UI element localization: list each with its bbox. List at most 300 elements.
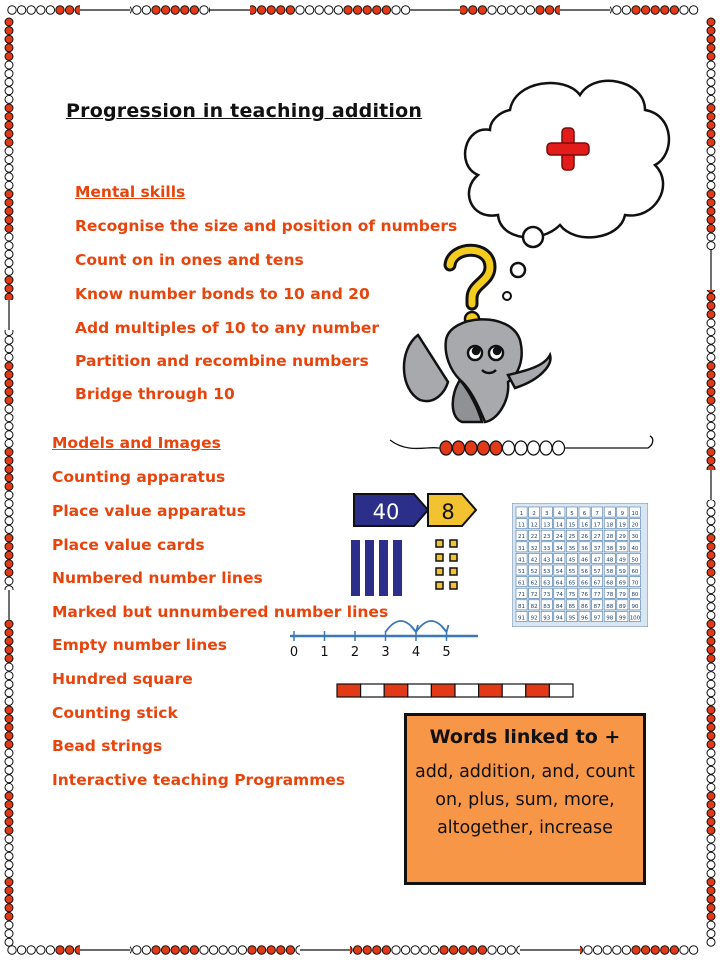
bead (5, 663, 13, 671)
bead (707, 895, 715, 903)
bead (5, 723, 13, 731)
bead (5, 156, 13, 164)
bead (707, 568, 715, 576)
thinking-elephant-illustration (390, 70, 690, 460)
bead (453, 441, 465, 455)
bead (286, 946, 294, 954)
hundred-square-number: 21 (518, 534, 526, 541)
bead (497, 946, 505, 954)
bead (707, 749, 715, 757)
hundred-square-number: 83 (543, 603, 551, 610)
bead (707, 654, 715, 662)
bead (5, 568, 13, 576)
bead (392, 6, 400, 14)
bead (707, 130, 715, 138)
bead (257, 6, 265, 14)
hundred-square-number: 32 (530, 545, 538, 552)
bead (459, 946, 467, 954)
bead (257, 946, 265, 954)
bead (707, 706, 715, 714)
bead (5, 52, 13, 60)
bead (707, 586, 715, 594)
bead (449, 946, 457, 954)
bead (5, 336, 13, 344)
bead (152, 946, 160, 954)
bead (469, 6, 477, 14)
bead (382, 946, 390, 954)
bead (5, 267, 13, 275)
hundred-square-number: 79 (618, 592, 626, 599)
bead (5, 887, 13, 895)
hundred-square-number: 91 (518, 615, 526, 622)
bead (5, 491, 13, 499)
hundred-square-number: 88 (606, 603, 614, 610)
hundred-square-number: 4 (557, 511, 562, 517)
bead (238, 946, 246, 954)
bead (5, 345, 13, 353)
hundred-square-number: 18 (606, 522, 614, 529)
bead (707, 207, 715, 215)
bead (229, 946, 237, 954)
hundred-square-number: 100 (629, 615, 641, 622)
hundred-square-number: 66 (581, 580, 589, 587)
hundred-square-number: 58 (606, 569, 614, 575)
bead (707, 912, 715, 920)
bead (507, 6, 515, 14)
bead (488, 6, 496, 14)
bead (593, 946, 601, 954)
bead (707, 560, 715, 568)
bead (5, 173, 13, 181)
mental-skill-item: Add multiples of 10 to any number (75, 319, 380, 337)
bead (707, 818, 715, 826)
bead (707, 388, 715, 396)
bead (5, 629, 13, 637)
bead (200, 6, 208, 14)
hundred-square-number: 89 (618, 603, 626, 610)
bead (5, 844, 13, 852)
bead (707, 431, 715, 439)
bead (5, 44, 13, 52)
bead (707, 44, 715, 52)
bead (27, 946, 35, 954)
bead (707, 577, 715, 585)
bead (689, 6, 697, 14)
number-line-label: 1 (320, 645, 329, 660)
bead (5, 775, 13, 783)
bead (5, 396, 13, 404)
bead (540, 441, 552, 455)
hundred-square-number: 95 (568, 615, 576, 622)
counting-stick-segment (479, 684, 503, 697)
hundred-square-number: 49 (618, 557, 626, 564)
bead (707, 362, 715, 370)
bead (5, 405, 13, 413)
bead (5, 534, 13, 542)
bead (373, 6, 381, 14)
hundred-square-number: 41 (518, 557, 526, 564)
bead (707, 328, 715, 336)
bead (707, 826, 715, 834)
bead (707, 637, 715, 645)
words-box-body: add, addition, and, count on, plus, sum, more, altogether, increase (415, 762, 635, 838)
bead (707, 740, 715, 748)
bead (65, 946, 73, 954)
hundred-square-number: 27 (593, 534, 601, 541)
bead (5, 70, 13, 78)
bead (661, 6, 669, 14)
hundred-square-number: 77 (593, 592, 601, 599)
counting-stick-segment (361, 684, 385, 697)
models-item: Interactive teaching Programmes (52, 771, 346, 789)
bead (440, 946, 448, 954)
hundred-square-number: 98 (606, 615, 614, 622)
bead (707, 500, 715, 508)
bead (5, 740, 13, 748)
bead (305, 6, 313, 14)
bead (5, 500, 13, 508)
hundred-square-number: 44 (555, 557, 563, 564)
bead (545, 6, 553, 14)
bead (5, 457, 13, 465)
bead (707, 861, 715, 869)
bead (56, 946, 64, 954)
bead (5, 27, 13, 35)
models-item: Place value cards (52, 536, 205, 554)
bead (707, 508, 715, 516)
hundred-square-number: 71 (518, 592, 526, 599)
thought-bubble-dot (511, 263, 525, 277)
bead (707, 319, 715, 327)
bead (707, 525, 715, 533)
bead (707, 70, 715, 78)
hundred-square-number: 34 (555, 545, 563, 552)
bead (5, 181, 13, 189)
bead (528, 441, 540, 455)
hundred-square-number: 47 (593, 557, 601, 564)
hundred-square-number: 6 (582, 511, 587, 517)
bead (707, 835, 715, 843)
mental-skill-item: Count on in ones and tens (75, 251, 304, 269)
bead (526, 6, 534, 14)
hundred-square-number: 76 (581, 592, 589, 599)
bead (613, 946, 621, 954)
hundred-square-number: 93 (543, 615, 551, 622)
bead (5, 637, 13, 645)
hundred-square-number: 90 (631, 603, 639, 610)
bead (707, 869, 715, 877)
hundred-square-number: 86 (581, 603, 589, 610)
hundred-square-number: 64 (555, 580, 563, 587)
bead (315, 6, 323, 14)
bead (5, 560, 13, 568)
bead (465, 441, 477, 455)
hundred-square-number: 23 (543, 534, 551, 541)
hundred-square (512, 503, 648, 627)
hundred-square-number: 11 (518, 522, 526, 529)
bead (584, 946, 592, 954)
bead (707, 18, 715, 26)
bead (5, 353, 13, 361)
bead (219, 946, 227, 954)
bead (5, 809, 13, 817)
bead (707, 242, 715, 250)
bead (5, 930, 13, 938)
hundred-square-number: 84 (555, 603, 563, 610)
bead (17, 6, 25, 14)
hundred-square-number: 59 (618, 569, 626, 575)
bead (707, 620, 715, 628)
bead (181, 6, 189, 14)
hundred-square-number: 85 (568, 603, 576, 610)
bead (707, 121, 715, 129)
mental-skill-item: Bridge through 10 (75, 385, 235, 403)
bead (707, 938, 715, 946)
bead (5, 431, 13, 439)
bead (363, 946, 371, 954)
hundred-square-number: 5 (570, 511, 574, 517)
bead (181, 946, 189, 954)
bead-string-illustration (388, 432, 658, 464)
bead (670, 946, 678, 954)
models-item: Counting apparatus (52, 468, 226, 486)
bead (707, 663, 715, 671)
question-mark-icon (450, 250, 490, 326)
hundred-square-number: 97 (593, 615, 601, 622)
bead (707, 844, 715, 852)
bead (707, 87, 715, 95)
mental-skills-heading: Mental skills (75, 183, 186, 201)
bead (27, 6, 35, 14)
bead (707, 783, 715, 791)
bead (5, 680, 13, 688)
bead (680, 6, 688, 14)
hundred-square-number: 50 (631, 557, 639, 564)
bead (707, 216, 715, 224)
bead (707, 156, 715, 164)
hundred-square-number: 68 (606, 580, 614, 587)
bead (5, 749, 13, 757)
bead (707, 629, 715, 637)
bead (707, 672, 715, 680)
hundred-square-number: 75 (568, 592, 576, 599)
bead (707, 775, 715, 783)
bead (37, 6, 45, 14)
models-item: Marked but unnumbered number lines (52, 603, 389, 621)
bead (689, 946, 697, 954)
hundred-square-number: 14 (555, 522, 563, 529)
bead (142, 946, 150, 954)
bead (478, 6, 486, 14)
hundred-square-number: 37 (593, 545, 601, 552)
page-title: Progression in teaching addition (66, 100, 423, 122)
bead (707, 310, 715, 318)
bead (707, 758, 715, 766)
bead (5, 61, 13, 69)
counting-stick-segment (549, 684, 573, 697)
unit-cubes (436, 540, 457, 589)
number-line-label: 4 (411, 645, 421, 660)
bead (296, 6, 304, 14)
bead (5, 113, 13, 121)
bead (707, 181, 715, 189)
bead (5, 216, 13, 224)
bead (707, 224, 715, 232)
hundred-square-number: 16 (581, 522, 589, 529)
bead (5, 35, 13, 43)
number-line-label: 3 (381, 645, 390, 660)
hundred-square-number: 42 (530, 557, 538, 564)
bead (5, 224, 13, 232)
hundred-square-number: 7 (595, 511, 599, 517)
bead (707, 138, 715, 146)
bead (707, 293, 715, 301)
bead (5, 104, 13, 112)
hundred-square-number: 20 (631, 522, 639, 529)
hundred-square-number: 80 (631, 592, 639, 599)
bead (401, 946, 409, 954)
bead (5, 439, 13, 447)
bead (488, 946, 496, 954)
hundred-square-number: 8 (608, 511, 612, 517)
hundred-square-number: 30 (631, 534, 639, 541)
bead (37, 946, 45, 954)
bead (363, 6, 371, 14)
bead (373, 946, 381, 954)
number-line (284, 612, 484, 664)
bead (8, 946, 16, 954)
hundred-square-number: 70 (631, 580, 639, 587)
bead (5, 130, 13, 138)
bead (707, 801, 715, 809)
bead (641, 946, 649, 954)
bead (707, 78, 715, 86)
models-item: Bead strings (52, 737, 163, 755)
counting-stick (336, 683, 576, 699)
hundred-square-number: 22 (530, 534, 538, 541)
bead (325, 6, 333, 14)
bead (707, 35, 715, 43)
bead (209, 946, 217, 954)
bead (65, 6, 73, 14)
hundred-square-number: 38 (606, 545, 614, 552)
models-item: Counting stick (52, 704, 178, 722)
bead (430, 946, 438, 954)
bead (200, 946, 208, 954)
bead (5, 792, 13, 800)
bead (5, 474, 13, 482)
mental-skill-item: Recognise the size and position of numbers (75, 217, 458, 235)
bead (5, 482, 13, 490)
bead (613, 6, 621, 14)
counting-stick-segment (455, 684, 479, 697)
hundred-square-number: 55 (568, 569, 576, 575)
hundred-square-number: 12 (530, 522, 538, 529)
bead (707, 809, 715, 817)
bead (267, 946, 275, 954)
hundred-square-number: 48 (606, 557, 614, 564)
hundred-square-number: 57 (593, 569, 601, 575)
bead (707, 345, 715, 353)
hundred-square-number: 99 (618, 615, 626, 622)
bead (5, 697, 13, 705)
bead (641, 6, 649, 14)
bead (622, 946, 630, 954)
bead (651, 946, 659, 954)
bead (707, 173, 715, 181)
bead (707, 534, 715, 542)
bead (190, 946, 198, 954)
hundred-square-number: 62 (530, 580, 538, 587)
hundred-square-number: 45 (568, 557, 576, 564)
hundred-square-number: 82 (530, 603, 538, 610)
bead (707, 887, 715, 895)
hundred-square-number: 61 (518, 580, 526, 587)
bead (707, 715, 715, 723)
bead (5, 95, 13, 103)
bead (5, 577, 13, 585)
counting-stick-segment (526, 684, 550, 697)
number-line-label: 5 (442, 645, 451, 660)
bead (344, 6, 352, 14)
bead (497, 6, 505, 14)
bead (707, 302, 715, 310)
bead (5, 818, 13, 826)
number-line-label: 2 (350, 645, 360, 660)
bead (503, 441, 515, 455)
hundred-square-number: 73 (543, 592, 551, 599)
bead (707, 878, 715, 886)
hundred-square-number: 1 (519, 511, 524, 517)
tens-card-label: 40 (372, 500, 400, 524)
bead (152, 6, 160, 14)
hundred-square-number: 15 (568, 522, 576, 529)
bead (286, 6, 294, 14)
bead (8, 6, 16, 14)
bead (392, 946, 400, 954)
bead (622, 6, 630, 14)
bead (507, 946, 515, 954)
bead (133, 946, 141, 954)
bead (707, 611, 715, 619)
bead (707, 457, 715, 465)
hundred-square-number: 9 (620, 511, 625, 517)
hundred-square-number: 60 (631, 569, 639, 575)
bead (707, 104, 715, 112)
bead (553, 441, 565, 455)
bead (5, 543, 13, 551)
bead (5, 147, 13, 155)
bead (5, 414, 13, 422)
hundred-square-number: 72 (530, 592, 538, 599)
bead (5, 233, 13, 241)
bead (707, 766, 715, 774)
hundred-square-number: 65 (568, 580, 576, 587)
bead (5, 715, 13, 723)
bead (707, 61, 715, 69)
bead (353, 6, 361, 14)
mental-skill-item: Partition and recombine numbers (75, 352, 369, 370)
bead (707, 594, 715, 602)
bead (5, 783, 13, 791)
bead (5, 276, 13, 284)
bead (707, 543, 715, 551)
bead (515, 441, 527, 455)
bead (5, 138, 13, 146)
bead (161, 6, 169, 14)
bead (490, 441, 502, 455)
bead (161, 946, 169, 954)
